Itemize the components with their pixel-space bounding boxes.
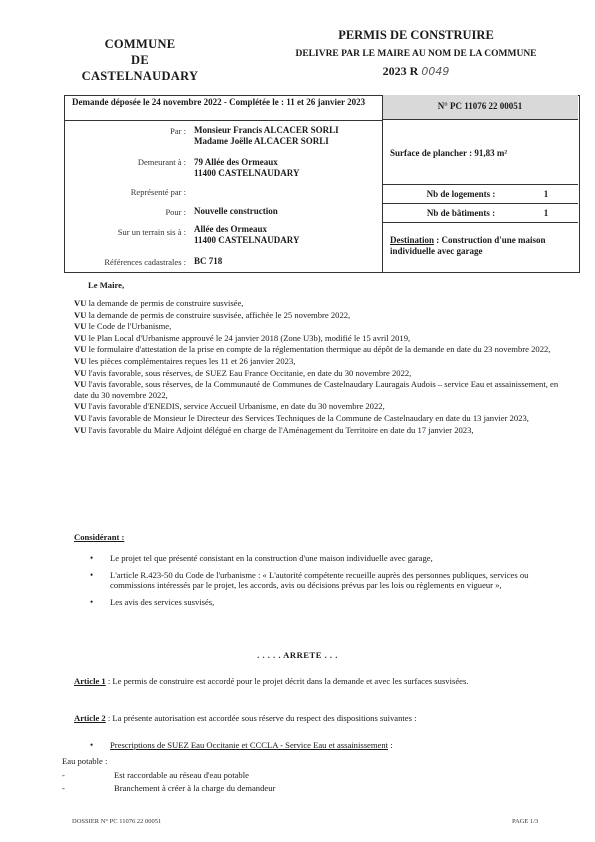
table-row-divider <box>64 120 382 121</box>
eau-potable-item: - Branchement à créer à la charge du demandeur <box>62 782 276 793</box>
considerant-item: • Les avis des services susvisés, <box>90 596 215 607</box>
vu-list <box>74 298 564 436</box>
vu-item: VU le Plan Local d'Urbanisme approuvé le 24 janvier 2018 (Zone U3b), modifié le 15 avril 2019, <box>74 332 411 343</box>
table-row-divider <box>382 203 578 204</box>
eau-potable-list <box>62 770 552 793</box>
eau-potable-heading: Eau potable : <box>62 756 108 766</box>
destination-value: : Construction d'une maison individuelle avec garage <box>390 235 546 256</box>
article-2 <box>74 713 564 724</box>
nb-logements-value: 1 <box>543 189 549 199</box>
commune-line-2: DE <box>131 53 149 67</box>
vu-item: VU la demande de permis de construire susvisée, affichée le 25 novembre 2022, <box>74 309 351 320</box>
commune-line-1: COMMUNE <box>104 37 176 51</box>
footer-dossier: DOSSIER N° PC 11076 22 00051 <box>72 818 162 825</box>
vu-item: VU l'avis favorable de Monsieur le Directeur des Services Techniques de la Commune de Castelnaudary en date du 13 janvier 2023, <box>74 412 529 423</box>
nb-batiments-value: 1 <box>543 208 549 218</box>
refs-label: Références cadastrales : <box>104 257 186 267</box>
prescriptions-label: Prescriptions de SUEZ Eau Occitanie et CCCLA - Service Eau et assainissement <box>110 740 389 750</box>
represente-label: Représenté par : <box>130 187 186 197</box>
par-label: Par : <box>170 126 186 136</box>
applicant-2: Madame Joëlle ALCACER SORLI <box>194 136 329 146</box>
reference-handwritten: 0049 <box>421 65 450 78</box>
surface-plancher: Surface de plancher : 91,83 m² <box>390 148 508 158</box>
prescriptions-item: • Prescriptions de SUEZ Eau Occitanie et CCCLA - Service Eau et assainissement : <box>90 740 393 750</box>
reference-year: 2023 R <box>382 64 419 78</box>
vu-item: VU le formulaire d'attestation de la prise en compte de la réglementation thermique au dépôt de la demande en date du 23 novembre 2022, <box>74 344 551 355</box>
vu-item: VU l'avis favorable, sous réserves, de la Communauté de Communes de Castelnaudary Lauragais Audois – service Eau et assainissement, en date du 30 novembre 2022, <box>74 379 559 400</box>
article-2-text: : La présente autorisation est accordée sous réserve du respect des dispositions suivantes : <box>105 713 417 723</box>
vu-item: VU le Code de l'Urbanisme, <box>74 321 172 332</box>
article-2-label: Article 2 <box>74 713 106 723</box>
arrete-heading: . . . . . ARRETE . . . <box>257 650 338 660</box>
article-1 <box>74 676 564 687</box>
destination <box>390 235 576 257</box>
demeurant-value <box>194 157 299 179</box>
vu-item: VU l'avis favorable, sous réserves, de SUEZ Eau France Occitanie, en date du 30 novembre 2022, <box>74 367 412 378</box>
le-maire: Le Maire, <box>88 280 125 290</box>
pour-value: Nouvelle construction <box>194 206 278 216</box>
considerant-title: Considérant : <box>74 532 125 542</box>
demeurant-label: Demeurant à : <box>137 157 186 167</box>
refs-value: BC 718 <box>194 256 223 266</box>
table-row-divider <box>382 222 578 223</box>
table-row-divider <box>382 184 578 185</box>
considerant-item: • L'article R.423-50 du Code de l'urbanisme : « L'autorité compétente recueille auprès des personnes publiques, services ou commissions intéressés par le projet, les accords, avis ou décisions prévus par les lois ou règlements en vigueur », <box>90 569 529 591</box>
eau-potable-item: - Est raccordable au réseau d'eau potable <box>62 770 249 780</box>
terrain-line-2: 11400 CASTELNAUDARY <box>194 235 300 245</box>
address-line-2: 11400 CASTELNAUDARY <box>194 168 300 178</box>
considerant-item: • Le projet tel que présenté consistant en la construction d'une maison individuelle avec garage, <box>90 553 433 563</box>
terrain-value <box>194 224 299 246</box>
permit-header <box>258 28 574 79</box>
nb-logements-label: Nb de logements : <box>426 189 496 199</box>
destination-label: Destination <box>390 235 435 245</box>
article-1-text: : Le permis de construire est accordé pour le projet décrit dans la demande et avec les surfaces susvisées. <box>105 676 469 686</box>
demande-text: Demande déposée le 24 novembre 2022 - Complétée le : 11 et 26 janvier 2023 <box>72 97 366 107</box>
nb-batiments-label: Nb de bâtiments : <box>426 208 496 218</box>
permit-subtitle: DELIVRE PAR LE MAIRE AU NOM DE LA COMMUNE <box>295 49 537 59</box>
footer-page: PAGE 1/3 <box>512 818 539 825</box>
pc-number: N° PC 11076 22 00051 <box>437 101 523 111</box>
commune-block <box>70 36 210 84</box>
address-line-1: 79 Allée des Ormeaux <box>194 157 278 167</box>
vu-item: VU l'avis favorable d'ENEDIS, service Accueil Urbanisme, en date du 30 novembre 2022, <box>74 401 385 412</box>
terrain-label: Sur un terrain sis à : <box>117 227 186 237</box>
commune-line-3: CASTELNAUDARY <box>81 69 199 83</box>
permit-reference <box>258 64 574 79</box>
applicant-1: Monsieur Francis ALCACER SORLI <box>194 125 339 135</box>
terrain-line-1: Allée des Ormeaux <box>194 224 267 234</box>
vu-item: VU l'avis favorable du Maire Adjoint délégué en charge de l'Aménagement du Territoire en date du 17 janvier 2023, <box>74 424 474 435</box>
par-value <box>194 125 339 147</box>
vu-item: VU les pièces complémentaires reçues les 11 et 26 janvier 2023, <box>74 355 296 366</box>
permit-title: PERMIS DE CONSTRUIRE <box>338 28 494 42</box>
pour-label: Pour : <box>165 207 186 217</box>
considerant-list <box>90 553 564 607</box>
article-1-label: Article 1 <box>74 676 106 686</box>
vu-item: VU la demande de permis de construire susvisée, <box>74 298 244 308</box>
